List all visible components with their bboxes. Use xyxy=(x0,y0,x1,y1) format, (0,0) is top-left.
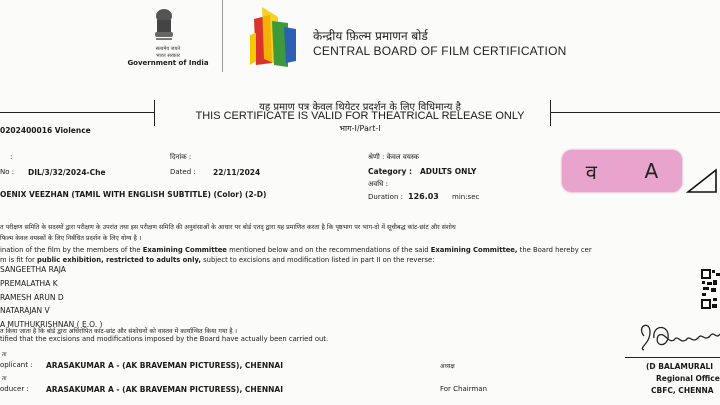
excision-hindi: त किया जाता है कि बोर्ड द्वारा अधिरोपित कांट-छांट और संशोधनों को वास्तव में कार्यान्वित किया गया है । xyxy=(0,328,237,335)
right-rule xyxy=(550,112,720,113)
rating-english: A xyxy=(644,159,659,183)
right-rule-end xyxy=(550,100,551,126)
emblem-motto: सत्यमेव जयते xyxy=(155,46,181,52)
validity-hindi: यह प्रमाण पत्र केवल थियेटर प्रदर्शन के लिए विधिमान्य है xyxy=(259,102,461,113)
applicant-hindi-label: ता xyxy=(2,352,7,358)
text-fragment: the Board hereby cer xyxy=(517,246,592,254)
duration-label: Duration : xyxy=(368,193,403,201)
cbfc-logo-icon xyxy=(248,5,306,69)
government-of-india: Government of India xyxy=(127,59,209,67)
duration-unit: min:sec xyxy=(452,193,480,201)
chairman-hindi: अध्यक्ष xyxy=(440,363,455,370)
certification-english-line1 xyxy=(0,246,592,254)
producer-label: oducer : xyxy=(0,385,29,393)
film-title: OENIX VEEZHAN (TAMIL WITH ENGLISH SUBTITLE) (Color) (2-D) xyxy=(0,190,267,199)
signature-icon xyxy=(634,318,720,354)
rating-hindi: व xyxy=(585,159,597,184)
text-fragment: mentioned below and on the recommendations of the said xyxy=(226,246,431,254)
part-label: भाग-I/Part-I xyxy=(339,124,381,133)
signatory-office: CBFC, CHENNA xyxy=(651,386,714,395)
no-hindi-colon: : xyxy=(10,153,13,161)
duration-hindi: अवधि : xyxy=(368,180,388,188)
text-bold-fragment: Examining Committee, xyxy=(430,246,518,254)
certification-hindi-line1: त परीक्षण समिति के सदस्यों द्वारा परीक्षण के उपरांत तथा इस परीक्षण समिति की अनुशंसाओं के आधार पर बोर्ड एतद् द्वारा यह प्रमाणित करता है कि पृष्ठभाग पर भाग-दो में सूचीबद्ध कांट-छांट और संशोध xyxy=(0,224,456,231)
for-chairman: For Chairman xyxy=(440,385,488,393)
text-fragment: m is fit for xyxy=(0,256,37,264)
date-value: 22/11/2024 xyxy=(213,168,261,177)
committee-member: PREMALATHA K xyxy=(0,278,58,288)
date-label: Dated : xyxy=(170,168,196,176)
producer-value: ARASAKUMAR A - (AK BRAVEMAN PICTURESS), CHENNAI xyxy=(46,385,283,394)
category-label: Category : xyxy=(368,167,412,176)
certificate-no-value: DIL/3/32/2024-Che xyxy=(28,168,106,177)
category-hindi: श्रेणी : केवल वयस्क xyxy=(368,153,419,161)
left-rule-end xyxy=(154,100,155,126)
committee-members-list xyxy=(0,263,102,332)
category-value: ADULTS ONLY xyxy=(420,167,477,176)
header-divider xyxy=(222,0,223,72)
national-emblem-icon xyxy=(150,8,178,44)
committee-member: RAMESH ARUN D xyxy=(0,292,64,302)
signatory-name: (D BALAMURALI xyxy=(646,362,714,371)
text-fragment: ination of the film by the members of the xyxy=(0,246,143,254)
reference-number: 0202400016 Violence xyxy=(0,126,91,135)
duration-value: 126.03 xyxy=(408,192,439,201)
signature-line xyxy=(625,357,720,358)
validity-english: THIS CERTIFICATE IS VALID FOR THEATRICAL RELEASE ONLY xyxy=(195,110,525,122)
excision-english: tified that the excisions and modifications imposed by the Board have actually been carried out. xyxy=(0,335,329,343)
date-hindi-label: दिनांक : xyxy=(170,153,192,161)
rating-badge xyxy=(562,150,682,192)
applicant-value: ARASAKUMAR A - (AK BRAVEMAN PICTURESS), CHENNAI xyxy=(46,361,283,370)
board-name-hindi: केन्द्रीय फ़िल्म प्रमाणन बोर्ड xyxy=(313,29,428,43)
emblem-govt-hindi: भारत सरकार xyxy=(156,53,180,59)
board-name-english: CENTRAL BOARD OF FILM CERTIFICATION xyxy=(313,44,567,58)
committee-member: A MUTHUKRISHNAN ( E.O. ) xyxy=(0,320,103,330)
applicant-label: oplicant : xyxy=(0,361,33,369)
producer-hindi-label: ता xyxy=(2,376,7,382)
certificate-no-label: No : xyxy=(0,168,15,176)
committee-member: SANGEETHA RAJA xyxy=(0,265,66,274)
certification-hindi-line2: फिल्म केवल वयस्कों के लिए निर्बंधित प्रदर्शन के लिए योग्य है । xyxy=(0,235,142,242)
committee-member: NATARAJAN V xyxy=(0,306,50,316)
text-fragment: subject to excisions and modification listed in part II on the reverse: xyxy=(200,256,435,264)
warning-triangle-icon xyxy=(686,168,720,194)
text-bold-fragment: Examining Committee xyxy=(142,246,227,254)
text-bold-fragment: public exhibition, restricted to adults only, xyxy=(37,256,201,264)
left-rule xyxy=(0,112,154,113)
qr-code-icon xyxy=(700,268,720,312)
signatory-designation: Regional Office xyxy=(656,374,720,383)
